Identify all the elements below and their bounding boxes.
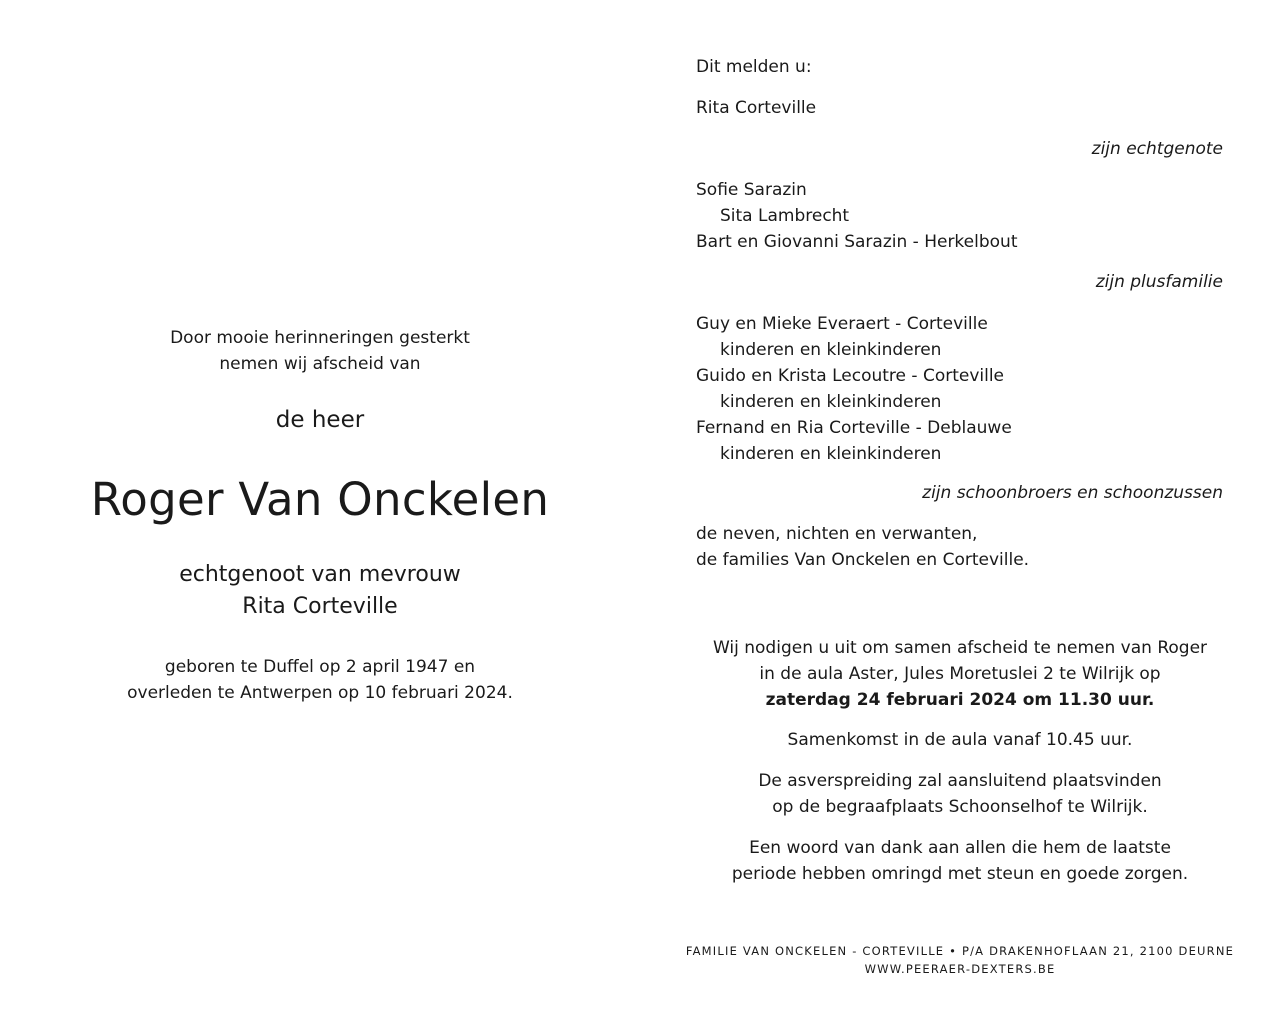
list-item: Sita Lambrecht (720, 206, 850, 226)
list-item: kinderen en kleinkinderen (720, 444, 942, 464)
footer-address: FAMILIE VAN ONCKELEN - CORTEVILLE • P/A DRAKENHOFLAAN 21, 2100 DEURNE (685, 944, 1235, 958)
death-line: overleden te Antwerpen op 10 februari 2024. (127, 683, 513, 703)
list-item: Sofie Sarazin (696, 180, 807, 200)
intro-line: Door mooie herinneringen gesterkt (170, 328, 470, 348)
spouse-text (0, 559, 640, 623)
list-item: Bart en Giovanni Sarazin - Herkelbout (696, 232, 1018, 252)
list-item: Guy en Mieke Everaert - Corteville (696, 314, 988, 334)
thanks-text (680, 835, 1240, 887)
spouse-line: echtgenoot van mevrouw (179, 562, 461, 587)
scattering-line: op de begraafplaats Schoonselhof te Wilrijk. (772, 797, 1148, 817)
in-laws-relation: zijn schoonbroers en schoonzussen (922, 483, 1223, 503)
list-item: Guido en Krista Lecoutre - Corteville (696, 366, 1005, 386)
life-dates (0, 654, 640, 706)
plus-family-relation: zijn plusfamilie (1095, 272, 1223, 292)
announce-text: Dit melden u: (696, 57, 812, 77)
invitation-line: in de aula Aster, Jules Moretuslei 2 te Wilrijk op (759, 664, 1161, 684)
relatives-line: de neven, nichten en verwanten, (696, 524, 978, 544)
footer (680, 942, 1240, 978)
list-item: Fernand en Ria Corteville - Deblauwe (696, 418, 1012, 438)
intro-text (0, 325, 640, 377)
thanks-line: Een woord van dank aan allen die hem de laatste (749, 838, 1171, 858)
wife-relation: zijn echtgenote (1091, 139, 1223, 159)
invitation-line: Wij nodigen u uit om samen afscheid te nemen van Roger (712, 638, 1208, 658)
scattering-line: De asverspreiding zal aansluitend plaatsvinden (758, 771, 1162, 791)
right-page (640, 0, 1280, 1030)
deceased-name: Roger Van Onckelen (90, 473, 550, 526)
wife-name: Rita Corteville (696, 98, 817, 118)
honorific: de heer (275, 407, 365, 433)
list-item: kinderen en kleinkinderen (720, 340, 942, 360)
birth-line: geboren te Duffel op 2 april 1947 en (164, 657, 476, 677)
relatives-line: de families Van Onckelen en Corteville. (696, 550, 1030, 570)
intro-line: nemen wij afscheid van (219, 354, 421, 374)
plus-family-list (696, 177, 1223, 255)
spouse-line: Rita Corteville (242, 594, 398, 619)
footer-website: WWW.PEERAER-DEXTERS.BE (864, 962, 1056, 976)
ceremony-date: zaterdag 24 februari 2024 om 11.30 uur. (765, 690, 1155, 710)
thanks-line: periode hebben omringd met steun en goede zorgen. (731, 864, 1189, 884)
in-laws-list (696, 311, 1223, 467)
gathering-text: Samenkomst in de aula vanaf 10.45 uur. (787, 730, 1133, 750)
relatives-text (696, 521, 1223, 573)
invitation-text (680, 635, 1240, 713)
list-item: kinderen en kleinkinderen (720, 392, 942, 412)
scattering-text (680, 768, 1240, 820)
